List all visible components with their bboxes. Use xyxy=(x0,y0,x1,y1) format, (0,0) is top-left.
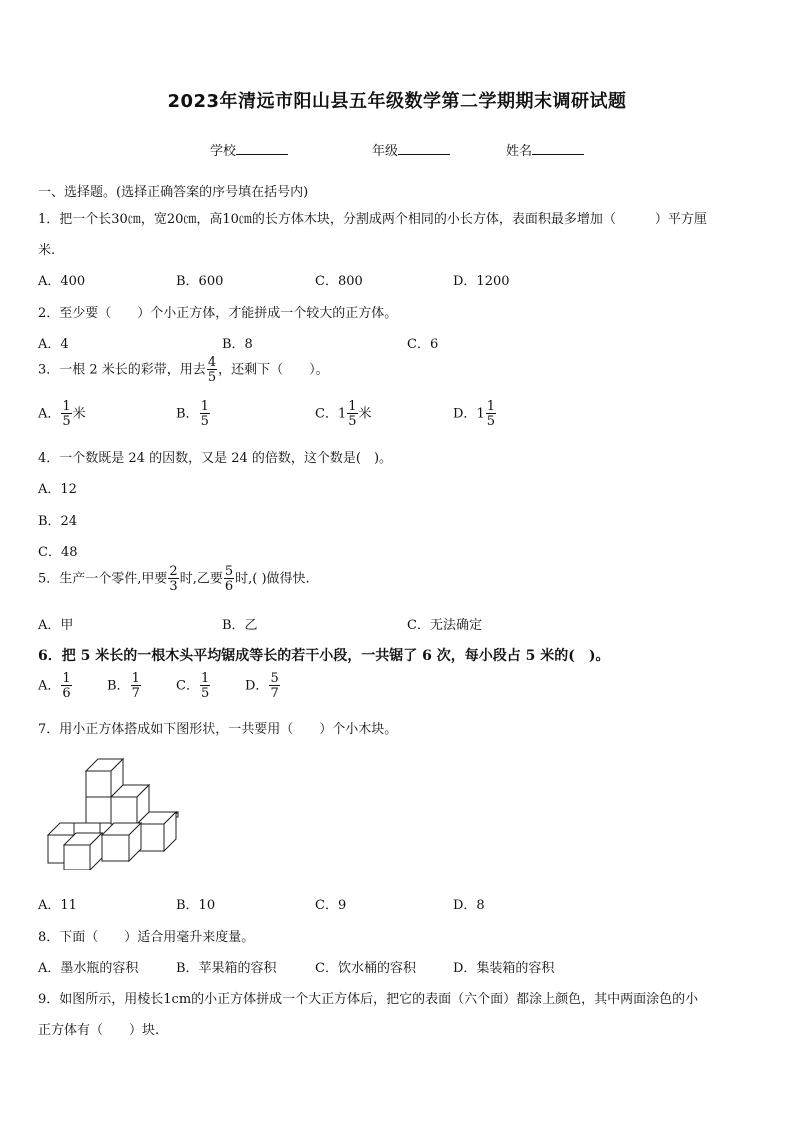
q1-option-b: B．600 xyxy=(176,274,224,289)
q4-option-b: B．24 xyxy=(38,514,78,529)
question-1-text-cont: 米. xyxy=(38,243,56,258)
numerator: 4 xyxy=(207,355,217,370)
denominator: 5 xyxy=(200,686,210,701)
unit: 米 xyxy=(358,406,372,422)
q5-option-b: B．乙 xyxy=(222,618,258,633)
q2-option-c: C．6 xyxy=(407,337,439,352)
option-label: D． xyxy=(453,406,477,422)
option-label: B． xyxy=(176,406,199,422)
fraction xyxy=(131,672,141,700)
q4-option-a: A．12 xyxy=(38,482,77,497)
school-field xyxy=(210,140,288,159)
cube xyxy=(102,823,141,861)
question-3-post: ，还剩下（ ）。 xyxy=(218,362,329,378)
denominator: 5 xyxy=(62,414,71,429)
grade-field xyxy=(372,140,450,159)
q1-option-a: A．400 xyxy=(38,274,86,289)
question-3-pre: 3．一根 2 米长的彩带，用去 xyxy=(38,362,206,378)
q2-option-a: A．4 xyxy=(38,337,69,352)
question-8-text: 8．下面（ ）适合用毫升来度量。 xyxy=(38,930,255,945)
q7-option-d: D．8 xyxy=(453,898,485,913)
option-label: D． xyxy=(245,678,269,694)
denominator: 7 xyxy=(131,686,140,701)
option-label: C． xyxy=(315,406,338,422)
page-title: 2023年清远市阳山县五年级数学第二学期期末调研试题 xyxy=(167,91,627,112)
fraction xyxy=(486,400,496,428)
question-5-pre: 5．生产一个零件,甲要 xyxy=(38,571,168,587)
fraction xyxy=(207,356,217,384)
grade-label: 年级 xyxy=(372,144,399,159)
q7-option-c: C．9 xyxy=(315,898,347,913)
fraction xyxy=(224,565,234,593)
name-blank xyxy=(532,142,584,155)
question-5 xyxy=(38,565,310,593)
question-6-text: 6．把 5 米长的一根木头平均锯成等长的若干小段，一共锯了 6 次，每小段占 5 米的( )。 xyxy=(38,648,610,664)
fraction xyxy=(200,672,210,700)
whole-part: 1 xyxy=(337,406,347,422)
numerator: 5 xyxy=(224,564,234,579)
option-label: B． xyxy=(107,678,130,694)
question-9-text-cont: 正方体有（ ）块. xyxy=(38,1023,160,1038)
question-5-mid: 时,乙要 xyxy=(179,571,223,587)
denominator: 3 xyxy=(169,579,178,594)
school-blank xyxy=(236,142,288,155)
q8-option-a: A．墨水瓶的容积 xyxy=(38,961,139,976)
question-1-text: 1．把一个长30㎝，宽20㎝，高10㎝的长方体木块，分割成两个相同的小长方体，表面积最多增加（ ）平方厘 xyxy=(38,212,707,227)
q6-option-c xyxy=(176,672,211,700)
denominator: 6 xyxy=(62,686,71,701)
q3-option-d xyxy=(453,400,497,428)
numerator: 1 xyxy=(62,399,71,414)
option-label: A． xyxy=(38,678,61,694)
q2-option-b: B．8 xyxy=(222,337,253,352)
q3-option-b xyxy=(176,400,211,428)
fraction xyxy=(269,672,279,700)
q8-option-d: D．集装箱的容积 xyxy=(453,961,555,976)
unit: 米 xyxy=(72,406,86,422)
question-4-text: 4．一个数既是 24 的因数，又是 24 的倍数，这个数是( )。 xyxy=(38,451,393,466)
numerator: 1 xyxy=(131,671,140,686)
option-label: A． xyxy=(38,406,61,422)
q5-option-c: C．无法确定 xyxy=(407,618,482,633)
numerator: 1 xyxy=(200,671,210,686)
q8-option-c: C．饮水桶的容积 xyxy=(315,961,416,976)
denominator: 7 xyxy=(270,686,279,701)
fraction xyxy=(61,400,71,428)
name-label: 姓名 xyxy=(506,144,533,159)
question-9-text: 9．如图所示，用棱长1cm的小正方体拼成一个大正方体后，把它的表面（六个面）都涂上颜色，其中两面涂色的小 xyxy=(38,992,699,1007)
q8-option-b: B．苹果箱的容积 xyxy=(176,961,277,976)
q3-option-a xyxy=(38,400,86,428)
q6-option-a xyxy=(38,672,73,700)
fraction xyxy=(200,400,210,428)
numerator: 1 xyxy=(486,399,495,414)
fraction xyxy=(168,565,178,593)
question-2-text: 2．至少要（ ）个小正方体，才能拼成一个较大的正方体。 xyxy=(38,306,398,321)
denominator: 5 xyxy=(348,414,357,429)
name-field xyxy=(506,140,584,159)
denominator: 5 xyxy=(200,414,209,429)
cube xyxy=(137,812,176,851)
q6-option-b xyxy=(107,672,142,700)
question-5-post: 时,( )做得快. xyxy=(235,571,310,587)
q4-option-c: C．48 xyxy=(38,545,78,560)
q3-option-c xyxy=(315,400,372,428)
q1-option-c: C．800 xyxy=(315,274,363,289)
cube xyxy=(86,797,111,823)
whole-part: 1 xyxy=(476,406,485,422)
q6-option-d xyxy=(245,672,281,700)
q5-option-a: A．甲 xyxy=(38,618,74,633)
grade-blank xyxy=(398,142,450,155)
numerator: 2 xyxy=(169,564,178,579)
denominator: 6 xyxy=(224,579,234,594)
denominator: 5 xyxy=(207,370,217,385)
question-3 xyxy=(38,356,329,384)
q7-option-b: B．10 xyxy=(176,898,216,913)
fraction xyxy=(347,400,357,428)
numerator: 5 xyxy=(270,671,279,686)
numerator: 1 xyxy=(348,399,357,414)
numerator: 1 xyxy=(62,671,71,686)
question-7-text: 7．用小正方体搭成如下图形状，一共要用（ ）个小木块。 xyxy=(38,722,398,737)
q7-option-a: A．11 xyxy=(38,898,77,913)
school-label: 学校 xyxy=(210,144,237,159)
cube-stack-figure xyxy=(40,755,185,870)
fraction xyxy=(61,672,71,700)
denominator: 5 xyxy=(486,414,495,429)
section-heading: 一、选择题。(选择正确答案的序号填在括号内) xyxy=(38,185,309,200)
q1-option-d: D．1200 xyxy=(453,274,510,289)
numerator: 1 xyxy=(200,399,209,414)
option-label: C． xyxy=(176,678,199,694)
